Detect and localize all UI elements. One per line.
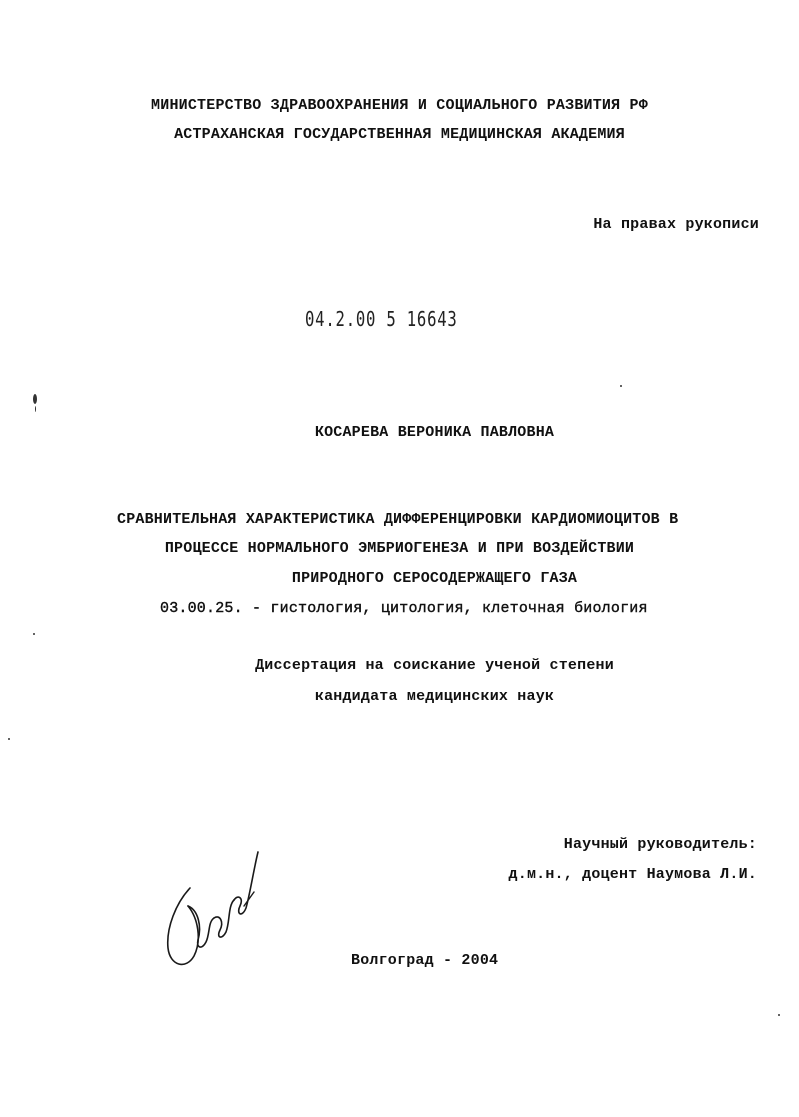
specialty-code: 03.00.25. - гистология, цитология, клеточная биология [160,600,648,617]
degree-line-1: Диссертация на соискание ученой степени [255,657,614,674]
handwritten-signature [158,848,268,973]
author-name: КОСАРЕВА ВЕРОНИКА ПАВЛОВНА [314,424,555,441]
supervisor-label: Научный руководитель: [563,836,757,853]
city-year: Волгоград - 2004 [351,952,499,969]
manuscript-rights-note: На правах рукописи [593,216,759,233]
ministry-heading: МИНИСТЕРСТВО ЗДРАВООХРАНЕНИЯ И СОЦИАЛЬНОГО РАЗВИТИЯ РФ [151,97,648,114]
scan-dust [8,738,10,740]
scan-dust [33,633,35,635]
scan-mark [35,406,36,412]
scan-dust [778,1014,780,1016]
scan-dust [620,385,622,387]
registration-stamp: 04.2.00 5 16643 [305,307,458,331]
thesis-title-line-2: ПРОЦЕССЕ НОРМАЛЬНОГО ЭМБРИОГЕНЕЗА И ПРИ ВОЗДЕЙСТВИИ [164,540,635,557]
scan-mark [33,394,37,404]
supervisor-name: д.м.н., доцент Наумова Л.И. [508,866,757,883]
academy-heading: АСТРАХАНСКАЯ ГОСУДАРСТВЕННАЯ МЕДИЦИНСКАЯ АКАДЕМИЯ [174,126,625,143]
thesis-title-line-3: ПРИРОДНОГО СЕРОСОДЕРЖАЩЕГО ГАЗА [291,570,578,587]
degree-line-2: кандидата медицинских наук [314,688,555,705]
thesis-title-line-1: СРАВНИТЕЛЬНАЯ ХАРАКТЕРИСТИКА ДИФФЕРЕНЦИРОВКИ КАРДИОМИОЦИТОВ В [117,511,679,528]
